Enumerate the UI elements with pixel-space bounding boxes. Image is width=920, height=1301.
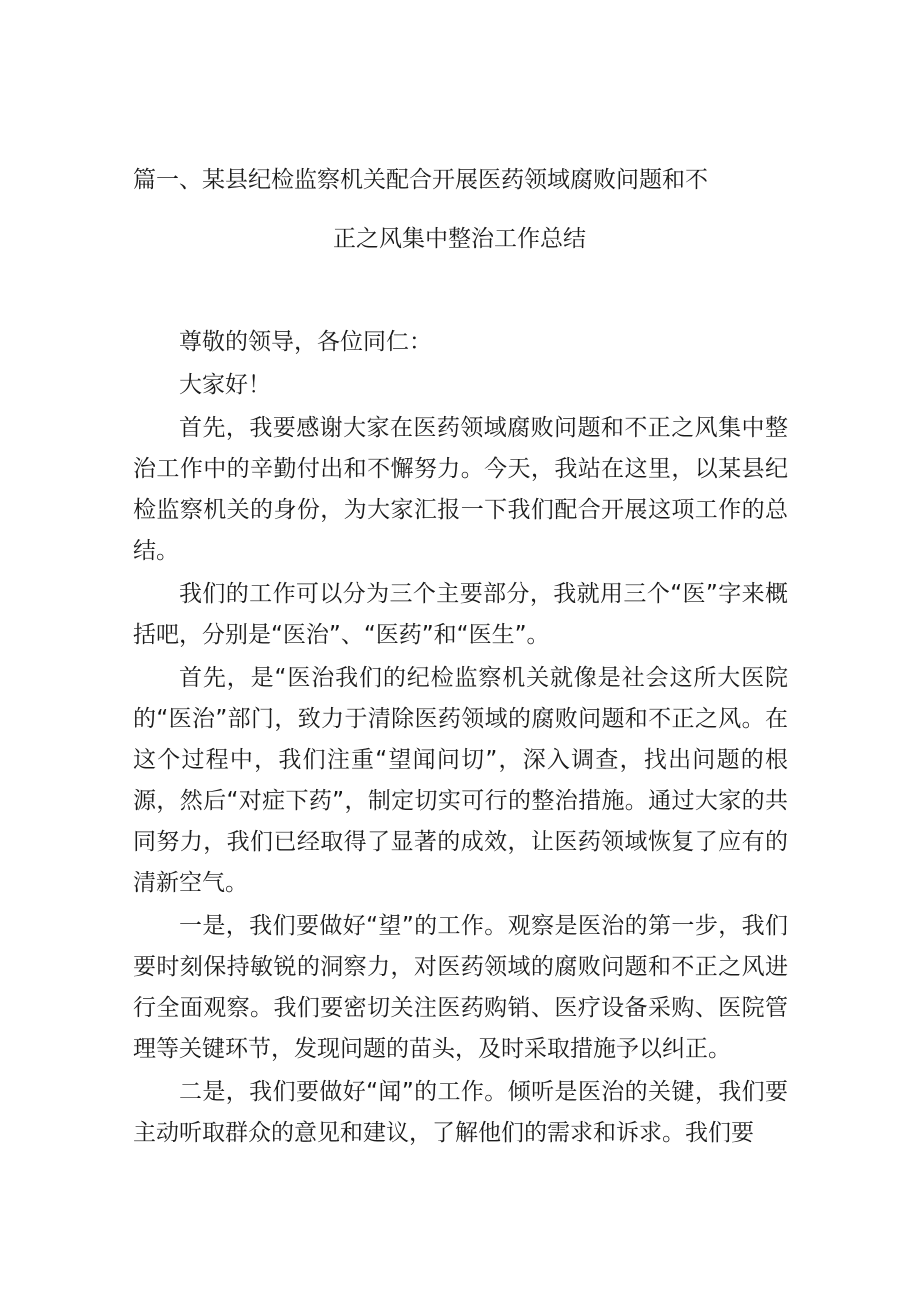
paragraph-greeting: 大家好！ — [179, 372, 271, 398]
paragraph-salutation: 尊敬的领导，各位同仁： — [179, 329, 432, 355]
paragraph-observe: 一是，我们要做好“望”的工作。观察是医治的第一步，我们要时刻保持敏锐的洞察力，对医药领域的腐败问题和不正之风进行全面观察。我们要密切关注医药购销、医疗设备采购、医院管理等关键环节，发现问题的苗头，及时采取措施予以纠正。 — [133, 913, 788, 1062]
document-body — [133, 322, 788, 1154]
paragraph-medical-treatment: 首先，是“医治我们的纪检监察机关就像是社会这所大医院的“医治”部门，致力于清除医药领域的腐败问题和不正之风。在这个过程中，我们注重“望闻问切”，深入调查，找出问题的根源，然后“对症下药”，制定切实可行的整治措施。通过大家的共同努力，我们已经取得了显著的成效，让医药领域恢复了应有的清新空气。 — [133, 665, 788, 896]
paragraph-overview: 我们的工作可以分为三个主要部分，我就用三个“医”字来概括吧，分别是“医治”、“医药”和“医生”。 — [133, 581, 788, 648]
document-title-line-1: 篇一、某县纪检监察机关配合开展医药领域腐败问题和不 — [133, 167, 708, 193]
paragraph-intro: 首先，我要感谢大家在医药领域腐败问题和不正之风集中整治工作中的辛勤付出和不懈努力。今天，我站在这里，以某县纪检监察机关的身份，为大家汇报一下我们配合开展这项工作的总结。 — [133, 415, 788, 564]
paragraph-listen: 二是，我们要做好“闻”的工作。倾听是医治的关键，我们要主动听取群众的意见和建议，了解他们的需求和诉求。我们要 — [133, 1079, 788, 1146]
document-title-line-2: 正之风集中整治工作总结 — [333, 226, 586, 252]
